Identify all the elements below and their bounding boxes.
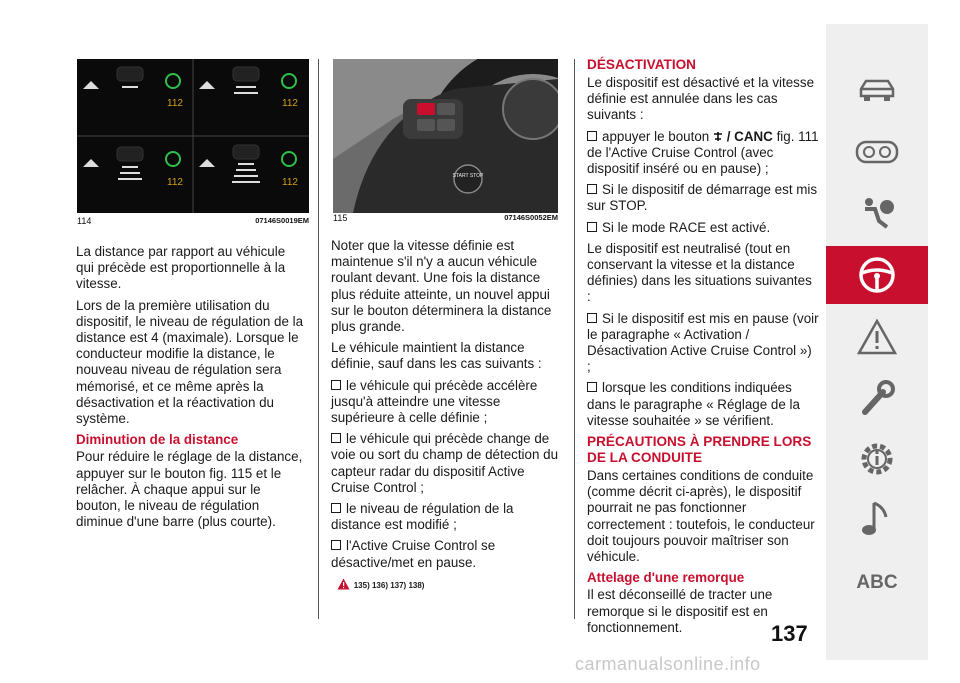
checkbox-bullet-icon	[587, 313, 597, 323]
paragraph: Le dispositif est neutralisé (tout en conservant la vitesse et la distance définies) dans les situations suivantes :	[587, 240, 812, 305]
bullet-text: le niveau de régulation de la distance est modifié ;	[331, 501, 514, 533]
column-divider	[574, 59, 575, 619]
column-divider	[318, 59, 319, 619]
checkbox-bullet-icon	[587, 382, 597, 392]
paragraph: Dans certaines conditions de conduite (comme décrit ci-après), le dispositif pourrait ne pas fonctionner correctement : toutefois, le conducteur doit toujours pouvoir maîtriser son véhicule.	[587, 468, 815, 565]
page-number: 137	[771, 621, 808, 646]
text-column-1	[76, 244, 304, 535]
speed-readout-4: 112	[282, 177, 298, 188]
figure-code: 07146S0019EM	[255, 216, 309, 225]
section-heading: PRÉCAUTIONS À PRENDRE LORS DE LA CONDUITE	[587, 434, 812, 466]
paragraph: Le véhicule maintient la distance définie, sauf dans les cas suivants :	[331, 340, 542, 372]
bullet-text: l'Active Cruise Control se désactive/met en pause.	[331, 538, 496, 570]
steering-wheel-photo-graphic	[333, 59, 558, 213]
cluster-display-graphic	[77, 59, 309, 213]
bullet-item	[331, 501, 563, 533]
bullet-text: lorsque les conditions indiquées dans le paragraphe « Réglage de la vitesse souhaitée » se vérifient.	[587, 380, 800, 428]
figure-number: 115	[333, 213, 348, 223]
checkbox-bullet-icon	[587, 184, 597, 194]
car-icon[interactable]	[826, 62, 928, 120]
section-heading: Diminution de la distance	[76, 432, 239, 448]
figure-115-photo	[333, 59, 558, 213]
chapter-sidebar	[826, 24, 928, 660]
figure-number: 114	[77, 216, 92, 226]
speed-readout-3: 112	[167, 177, 183, 188]
bullet-item	[331, 431, 563, 496]
canc-label: CANC	[734, 128, 773, 144]
bullet-text: Si le mode RACE est activé.	[602, 219, 771, 235]
bullet-text: Si le dispositif de démarrage est mis sur STOP.	[587, 182, 818, 214]
bullet-text: appuyer le bouton	[602, 128, 710, 144]
speed-readout-2: 112	[282, 98, 298, 109]
warning-references	[337, 576, 563, 594]
paragraph: Pour réduire le réglage de la distance, appuyer sur le bouton fig. 115 et le relâcher. À chaque appui sur le bouton, le niveau de régulation diminue d'une barre (plus courte).	[76, 449, 303, 530]
speed-readout-1: 112	[167, 98, 183, 109]
bullet-text: le véhicule qui précède accélère jusqu'à atteindre une vitesse supérieure à celle définie ;	[331, 377, 538, 426]
bullet-text: le véhicule qui précède change de voie ou sort du champ de détection du capteur radar du dispositif Active Cruise Control ;	[331, 431, 559, 495]
warning-triangle-icon	[337, 578, 350, 590]
steering-wheel-icon[interactable]	[826, 246, 928, 304]
section-heading: Attelage d'une remorque	[587, 570, 745, 586]
abc-label: ABC	[856, 572, 898, 593]
warning-icon[interactable]	[826, 308, 928, 366]
bullet-item	[587, 220, 819, 236]
text-column-2	[331, 238, 563, 594]
paragraph: La distance par rapport au véhicule qui précède est proportionnelle à la vitesse.	[76, 244, 286, 292]
checkbox-bullet-icon	[331, 503, 341, 513]
cruise-cancel-icon	[713, 131, 723, 142]
checkbox-bullet-icon	[587, 222, 597, 232]
reference-numbers: 135) 136) 137) 138)	[353, 580, 425, 590]
checkbox-bullet-icon	[331, 540, 341, 550]
bullet-text: fig. 111 de l'Active Cruise Control (avec dispositif inséré ou en pause) ;	[587, 128, 819, 177]
abc-index-icon[interactable]	[826, 554, 928, 612]
figure-115-caption	[333, 213, 558, 223]
section-heading: DÉSACTIVATION	[587, 57, 697, 72]
gear-info-icon[interactable]	[826, 430, 928, 488]
checkbox-bullet-icon	[331, 380, 341, 390]
airbag-icon[interactable]	[826, 184, 928, 242]
paragraph: Lors de la première utilisation du dispositif, le niveau de régulation de la distance est 4 (maximale). Lorsque le conducteur modifie la distance, le nouveau niveau de régulation sera mémorisé, et ce même après la désactivation et la réactivation du système.	[76, 297, 304, 427]
bullet-item	[331, 538, 563, 570]
bullet-item	[587, 182, 819, 214]
paragraph: Le dispositif est désactivé et la vitesse définie est annulée dans les cas suivants :	[587, 75, 815, 123]
watermark: carmanualsonline.info	[575, 654, 761, 674]
checkbox-bullet-icon	[587, 131, 597, 141]
paragraph: Noter que la vitesse définie est maintenue s'il n'y a aucun véhicule roulant devant. Une fois la distance plus réduite atteinte, un nouvel appui sur le bouton déterminera la distance plus grande.	[331, 238, 552, 335]
music-note-icon[interactable]	[826, 490, 928, 548]
text-column-3	[587, 57, 819, 641]
bullet-item	[587, 380, 819, 429]
figure-114-caption	[77, 216, 309, 226]
separator: /	[726, 128, 731, 144]
checkbox-bullet-icon	[331, 433, 341, 443]
bullet-item	[331, 378, 563, 427]
bullet-text: Si le dispositif est mis en pause (voir le paragraphe « Activation / Désactivation Active Cruise Control ») ;	[587, 310, 819, 375]
wrench-icon[interactable]	[826, 369, 928, 427]
bullet-item	[587, 129, 819, 178]
paragraph: Il est déconseillé de tracter une remorque si le dispositif est en fonctionnement.	[587, 587, 773, 635]
start-stop-label: START STOP	[452, 173, 484, 179]
dashboard-icon[interactable]	[826, 123, 928, 181]
bullet-item	[587, 311, 819, 376]
figure-code: 07146S0052EM	[504, 213, 558, 222]
figure-114-display	[77, 59, 309, 213]
